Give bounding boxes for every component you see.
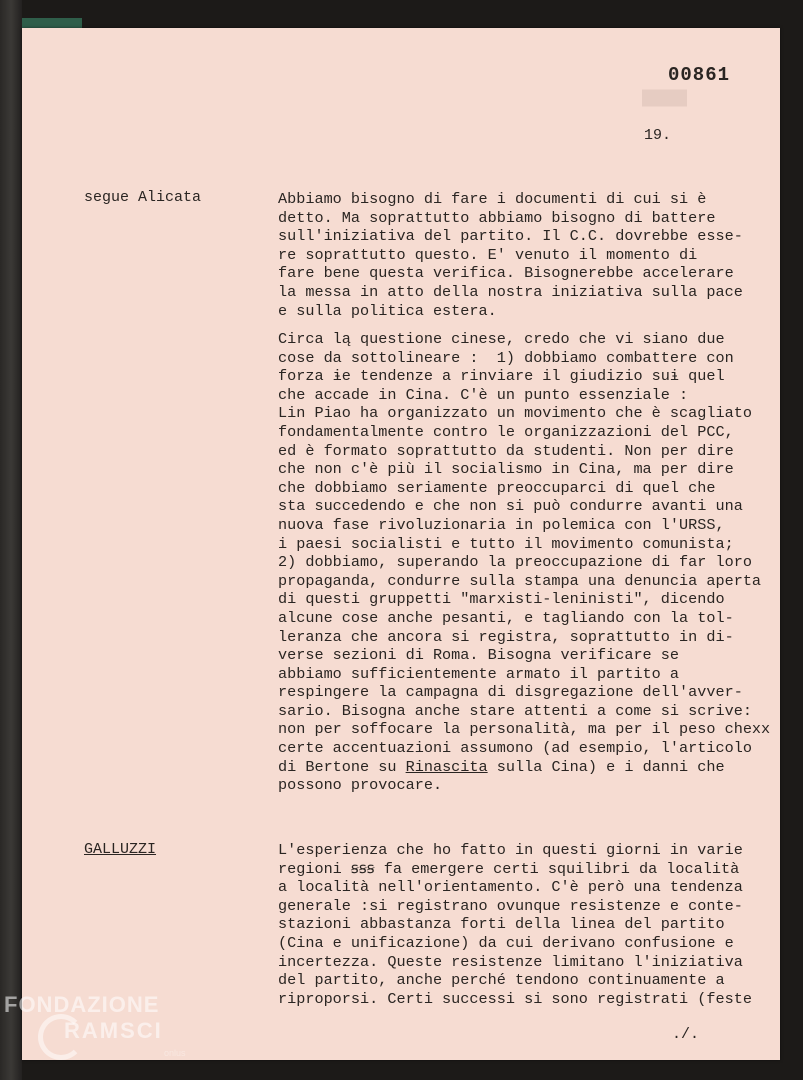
text-line: a località nell'orientamento. C'è però una tendenza bbox=[278, 878, 743, 897]
rinascita-reference: Rinascita bbox=[405, 757, 488, 776]
text-line: forza ɨe tendenze a rinviare il giudizio suɨ quel bbox=[278, 367, 725, 386]
archive-watermark bbox=[4, 992, 186, 1058]
text-line: incertezza. Queste resistenze limitano l'iniziativa bbox=[278, 952, 743, 971]
speaker-label-galluzzi: GALLUZZI bbox=[84, 841, 157, 858]
text-line: Lin Piao ha organizzato un movimento che è scagliato bbox=[278, 404, 752, 423]
document-page bbox=[22, 28, 780, 1060]
text-line: fondamentalmente contro le organizzazioni del PCC, bbox=[278, 422, 734, 441]
text-line: re soprattutto questo. E' venuto il momento di bbox=[278, 245, 698, 264]
alicata-paragraph-2 bbox=[278, 330, 776, 795]
text-line: che accade in Cina. C'è un punto essenziale : bbox=[278, 385, 689, 404]
text-line: certe accentuazioni assumono (ad esempio, l'articolo bbox=[278, 739, 752, 758]
text-line: nuova fase rivoluzionaria in polemica con l'URSS, bbox=[278, 515, 725, 534]
watermark-line-1: FONDAZIONE bbox=[4, 992, 160, 1017]
text-line: di questi gruppetti "marxisti-leninisti", dicendo bbox=[278, 590, 725, 609]
text-line: del partito, anche perché tendono continuamente a bbox=[278, 971, 725, 990]
text-line: (Cina e unificazione) da cui derivano confusione e bbox=[278, 933, 734, 952]
text-line: ed è formato soprattutto da studenti. Non per dire bbox=[278, 441, 734, 460]
text-line: L'esperienza che ho fatto in questi giorni in varie bbox=[278, 841, 743, 859]
watermark-line-2: RAMSCI bbox=[64, 1018, 163, 1043]
galluzzi-paragraph bbox=[278, 841, 776, 1008]
text-line: propaganda, condurre sulla stampa una denuncia aperta bbox=[278, 571, 762, 590]
text-line: sario. Bisogna anche stare attenti a come si scrive: bbox=[278, 701, 752, 720]
text-line: cose da sottolineare : 1) dobbiamo combattere con bbox=[278, 348, 734, 367]
text-line: leranza che ancora si registra, soprattutto in di- bbox=[278, 627, 734, 646]
text-line: respingere la campagna di disgregazione dell'avver- bbox=[278, 683, 743, 702]
document-number: 00861 bbox=[668, 64, 731, 86]
text-line: regioni ꞩꞩꞩ fa emergere certi squilibri da località bbox=[278, 859, 740, 878]
continuation-mark: ./. bbox=[672, 1026, 700, 1043]
text-line: generale :si registrano ovunque resistenze e conte- bbox=[278, 896, 743, 915]
text-line: Circa lą questione cinese, credo che vi siano due bbox=[278, 330, 725, 348]
text-line: e sulla politica estera. bbox=[278, 301, 497, 320]
binder-edge-strip bbox=[22, 18, 82, 28]
text-line: 2) dobbiamo, superando la preoccupazione di far loro bbox=[278, 553, 752, 572]
text-line: sull'iniziativa del partito. Il C.C. dovrebbe esse- bbox=[278, 227, 743, 246]
text-line: stazioni abbastanza forti della linea del partito bbox=[278, 915, 725, 934]
text-line: verse sezioni di Roma. Bisogna verificare se bbox=[278, 646, 680, 665]
text-line: sta succedendo e che non si può condurre avanti una bbox=[278, 497, 743, 516]
text-line: Abbiamo bisogno di fare i documenti di cui si è bbox=[278, 190, 707, 208]
page-number: 19. bbox=[644, 127, 672, 144]
text-line: detto. Ma soprattutto abbiamo bisogno di battere bbox=[278, 208, 716, 227]
text-line: che dobbiamo seriamente preoccuparci di quel che bbox=[278, 478, 716, 497]
text-line: possono provocare. bbox=[278, 776, 443, 795]
text-line: i paesi socialisti e tutto il movimento comunista; bbox=[278, 534, 734, 553]
binder-spine bbox=[0, 0, 22, 1080]
text-line: non per soffocare la personalità, ma per il peso chexx bbox=[278, 720, 771, 739]
text-line-with-reference: di Bertone su Rinascita sulla Cina) e i danni che bbox=[278, 757, 725, 776]
bleed-through-text: █████ bbox=[642, 90, 688, 107]
text-line: alcune cose anche pesanti, e tagliando con la tol- bbox=[278, 608, 734, 627]
text-line: fare bene questa verifica. Bisognerebbe accelerare bbox=[278, 264, 734, 283]
alicata-paragraph-1 bbox=[278, 190, 776, 320]
text-line: che non c'è più il socialismo in Cina, ma per dire bbox=[278, 460, 734, 479]
watermark-small-text: onlus bbox=[164, 1048, 186, 1058]
speaker-label-alicata: segue Alicata bbox=[84, 189, 202, 206]
text-line: abbiamo sufficientemente armato il partito a bbox=[278, 664, 680, 683]
text-line: la messa in atto della nostra iniziativa sulla pace bbox=[278, 282, 743, 301]
text-line: riproporsi. Certi successi si sono registrati (feste bbox=[278, 989, 752, 1008]
